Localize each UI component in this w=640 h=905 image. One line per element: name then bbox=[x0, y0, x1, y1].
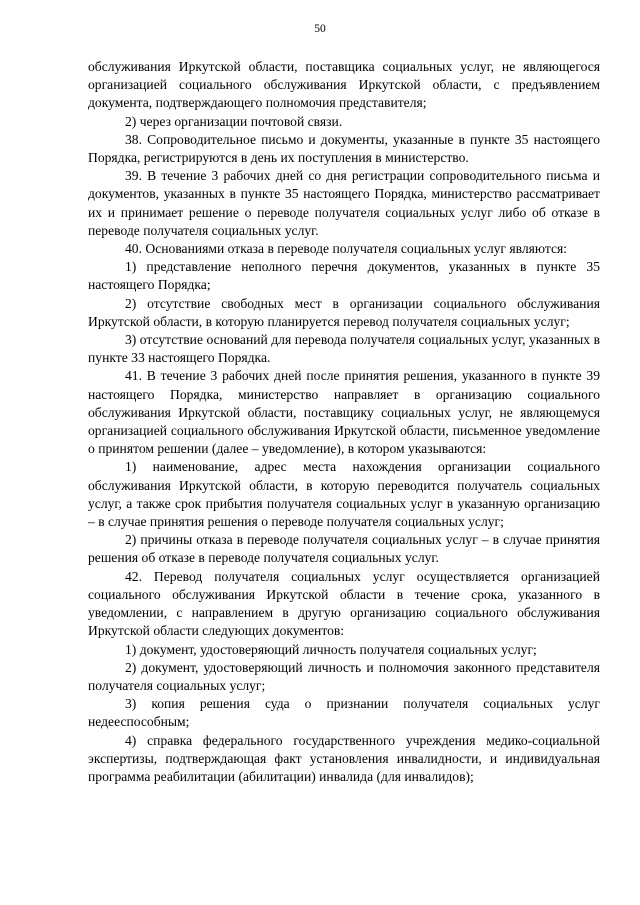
paragraph: 2) документ, удостоверяющий личность и полномочия законного представителя получателя социальных услуг; bbox=[88, 659, 600, 693]
paragraph: 4) справка федерального государственного учреждения медико-социальной экспертизы, подтверждающая факт установления инвалидности, и индивидуальная программа реабилитации (абилитации) инвалида (для инвалидов); bbox=[88, 732, 600, 784]
paragraph: 3) копия решения суда о признании получателя социальных услуг недееспособным; bbox=[88, 696, 600, 730]
page-number: 50 bbox=[314, 23, 326, 35]
paragraph: 42. Перевод получателя социальных услуг осуществляется организацией социального обслуживания Иркутской области в течение срока, указанного в уведомлении, с направлением в другую организацию социального обслуживания Иркутской области следующих документов: bbox=[88, 568, 600, 639]
paragraph: обслуживания Иркутской области, поставщика социальных услуг, не являющегося организацией социального обслуживания Иркутской области, с предъявлением документа, подтверждающего полномочия представителя; bbox=[88, 59, 600, 111]
paragraph: 1) наименование, адрес места нахождения организации социального обслуживания Иркутской области, в которую переводится получатель социальных услуг, а также срок прибытия получателя социальных услуг в указанную организацию – в случае принятия решения о переводе получателя социальных услуг; bbox=[88, 459, 600, 530]
document-body bbox=[88, 58, 600, 786]
paragraph: 2) отсутствие свободных мест в организации социального обслуживания Иркутской области, в которую планируется перевод получателя социальных услуг; bbox=[88, 295, 600, 329]
paragraph: 40. Основаниями отказа в переводе получателя социальных услуг являются: bbox=[125, 241, 568, 257]
paragraph: 2) причины отказа в переводе получателя социальных услуг – в случае принятия решения об отказе в переводе получателя социальных услуг. bbox=[88, 532, 600, 566]
paragraph: 39. В течение 3 рабочих дней со дня регистрации сопроводительного письма и документов, указанных в пункте 35 настоящего Порядка, министерство рассматривает их и принимает решение о переводе получателя социальных услуг либо об отказе в переводе получателя социальных услуг. bbox=[88, 168, 600, 238]
paragraph: 2) через организации почтовой связи. bbox=[125, 113, 343, 129]
paragraph: 1) представление неполного перечня документов, указанных в пункте 35 настоящего Порядка; bbox=[88, 259, 600, 293]
paragraph: 3) отсутствие оснований для перевода получателя социальных услуг, указанных в пункте 33 настоящего Порядка. bbox=[88, 332, 600, 366]
paragraph: 1) документ, удостоверяющий личность получателя социальных услуг; bbox=[125, 641, 537, 657]
paragraph: 38. Сопроводительное письмо и документы, указанные в пункте 35 настоящего Порядка, регистрируются в день их поступления в министерство. bbox=[88, 131, 600, 166]
paragraph: 41. В течение 3 рабочих дней после принятия решения, указанного в пункте 39 настоящего Порядка, министерство направляет в организацию социального обслуживания Иркутской области, поставщику социальных услуг, не являющемуся организацией социального обслуживания Иркутской области, письменное уведомление о принятом решении (далее – уведомление), в котором указываются: bbox=[88, 368, 600, 457]
